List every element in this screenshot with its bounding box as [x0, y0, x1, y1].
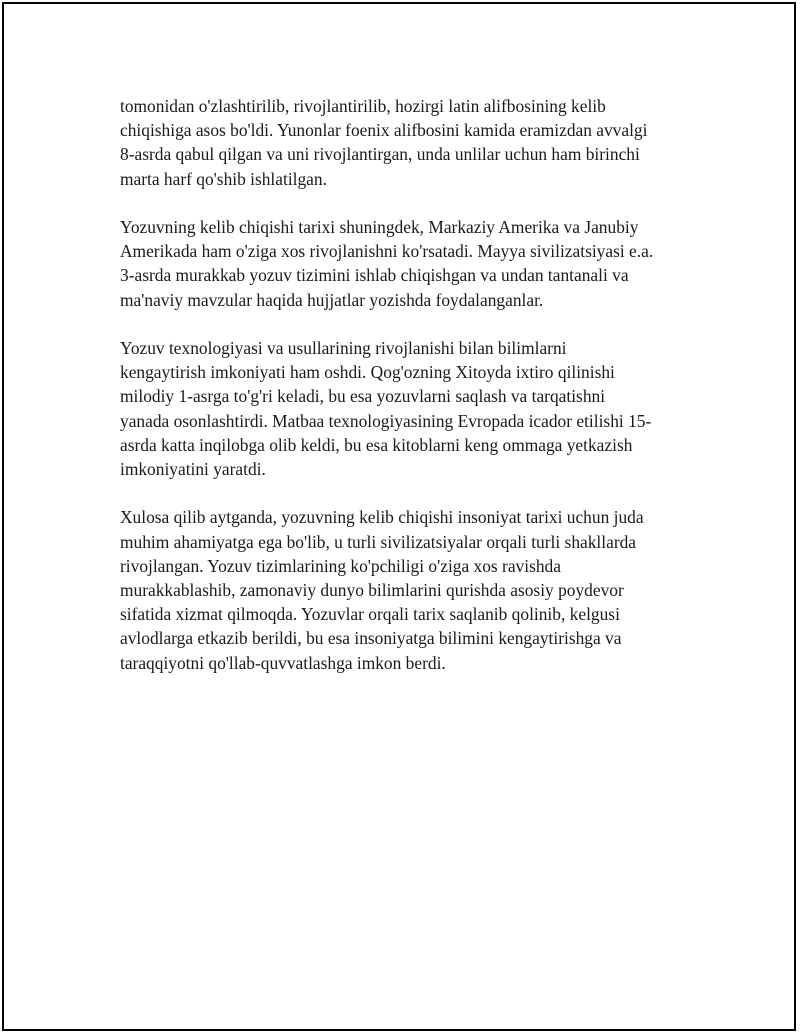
paragraph [120, 336, 688, 481]
document-page [2, 2, 796, 1031]
text-line: asrda katta inqilobga olib keldi, bu esa kitoblarni keng ommaga yetkazish [120, 434, 633, 455]
text-line: imkoniyatini yaratdi. [120, 459, 266, 480]
text-line: Yozuvning kelib chiqishi tarixi shuningdek, Markaziy Amerika va Janubiy [120, 217, 639, 237]
text-line: Yozuv texnologiyasi va usullarining rivojlanishi bilan bilimlarni [120, 338, 567, 358]
text-line: kengaytirish imkoniyati ham oshdi. Qog'ozning Xitoyda ixtiro qilinishi [120, 362, 615, 383]
text-line: Amerikada ham o'ziga xos rivojlanishni ko'rsatadi. Mayya sivilizatsiyasi e.a. [120, 241, 654, 262]
text-line: tomonidan o'zlashtirilib, rivojlantirilib, hozirgi latin alifbosining kelib [120, 96, 606, 116]
text-line: marta harf qo'shib ishlatilgan. [120, 168, 327, 189]
text-line: Xulosa qilib aytganda, yozuvning kelib chiqishi insoniyat tarixi uchun juda [120, 507, 644, 528]
paragraph [120, 505, 688, 674]
text-line: sifatida xizmat qilmoqda. Yozuvlar orqali tarix saqlanib qolinib, kelgusi [120, 604, 620, 625]
text-line: taraqqiyotni qo'llab-quvvatlashga imkon berdi. [120, 652, 446, 673]
text-line: muhim ahamiyatga ega bo'lib, u turli sivilizatsiyalar orqali turli shakllarda [120, 531, 637, 552]
paragraph [120, 215, 688, 312]
text-line: ma'naviy mavzular haqida hujjatlar yozishda foydalanganlar. [120, 289, 544, 310]
paragraph [120, 94, 688, 191]
text-line: rivojlangan. Yozuv tizimlarining ko'pchiligi o'ziga xos ravishda [120, 555, 561, 576]
text-line: milodiy 1-asrga to'g'ri keladi, bu esa yozuvlarni saqlash va tarqatishni [120, 386, 606, 407]
text-line: yanada osonlashtirdi. Matbaa texnologiyasining Evropada icador etilishi 15- [120, 410, 652, 431]
text-line: 8-asrda qabul qilgan va uni rivojlantirgan, unda unlilar uchun ham birinchi [120, 144, 640, 165]
document-body [120, 94, 688, 699]
text-line: murakkablashib, zamonaviy dunyo bilimlarini qurishda asosiy poydevor [120, 580, 624, 601]
text-line: chiqishiga asos bo'ldi. Yunonlar foenix alifbosini kamida eramizdan avvalgi [120, 120, 648, 141]
text-line: 3-asrda murakkab yozuv tizimini ishlab chiqishgan va undan tantanali va [120, 265, 629, 286]
text-line: avlodlarga etkazib berildi, bu esa insoniyatga bilimini kengaytirishga va [120, 628, 622, 649]
